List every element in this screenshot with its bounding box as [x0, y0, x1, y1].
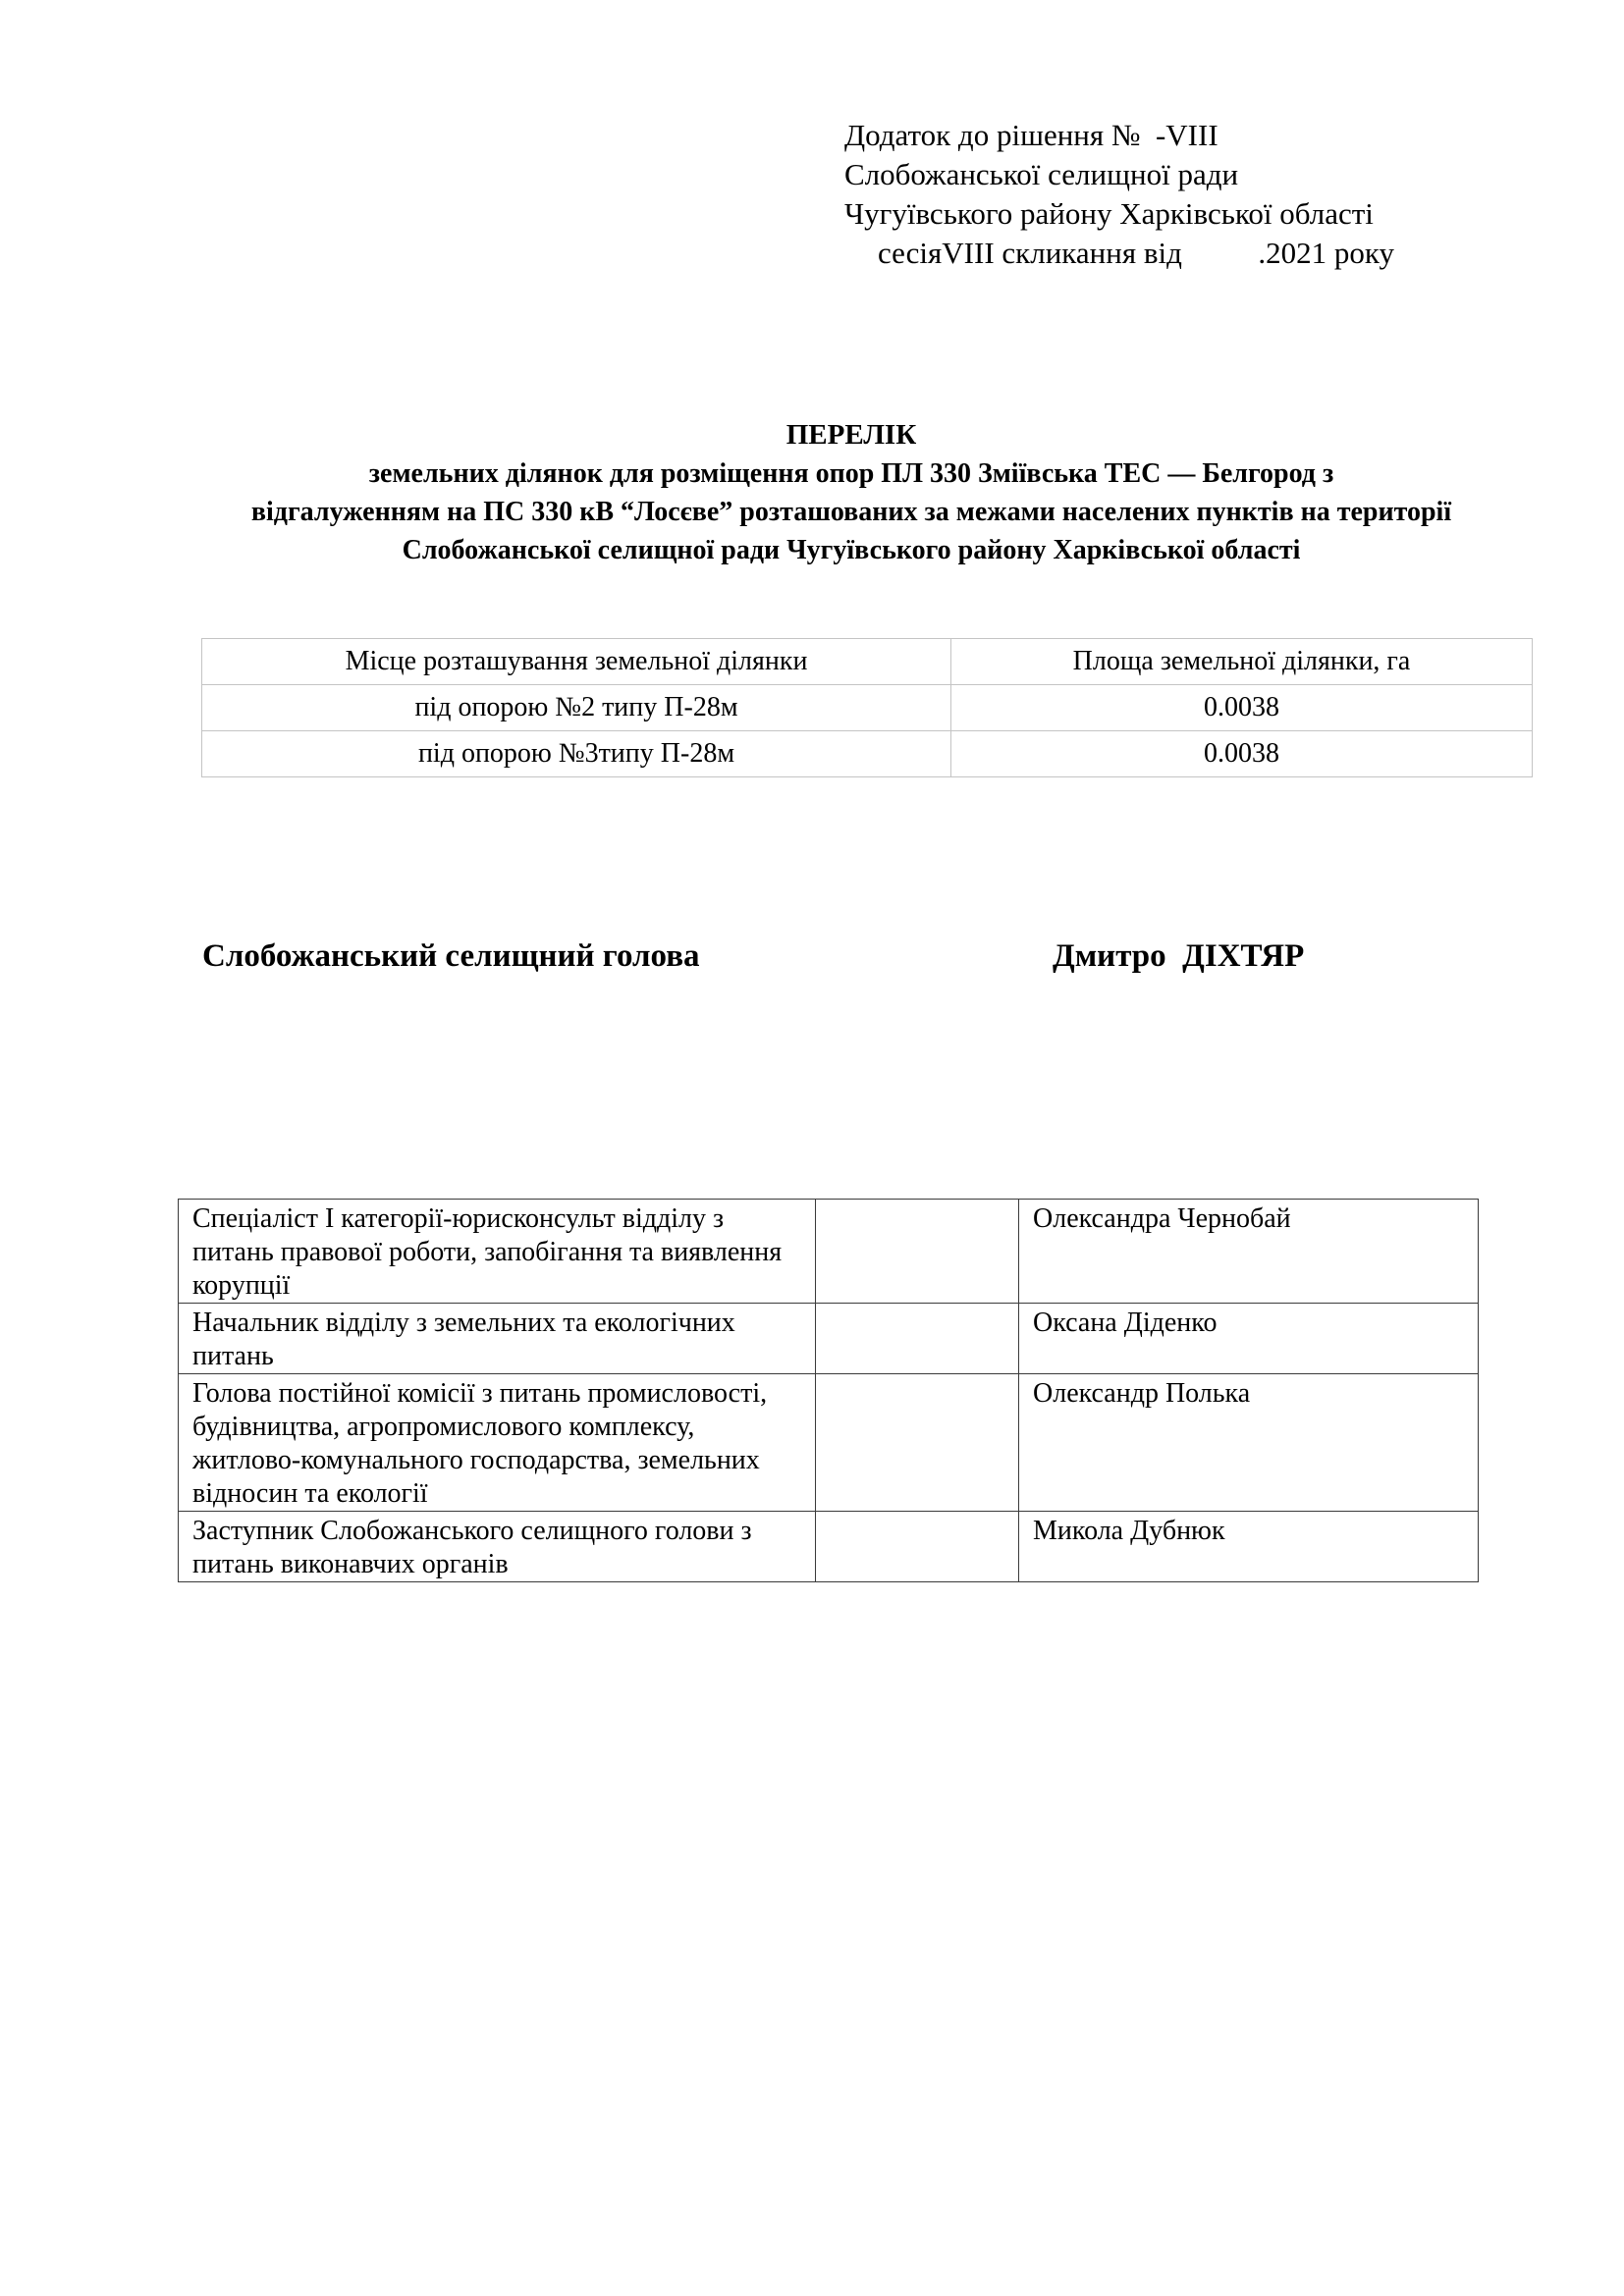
column-header-area: Площа земельної ділянки, га [951, 639, 1533, 685]
parcel-table-header-row [202, 639, 1533, 685]
parcel-location-cell: під опорою №3типу П-28м [202, 731, 951, 777]
header-line-decision: Додаток до рішення № -VIII [844, 118, 1218, 152]
title-line-2: відгалуженням на ПС 330 кВ “Лосєве” розташованих за межами населених пунктів на території [250, 497, 1452, 527]
approver-signature-cell [816, 1200, 1019, 1304]
signatory-name: Дмитро ДІХТЯР [1053, 938, 1305, 974]
header-line-session: сесіяVIII скликання від .2021 року [878, 236, 1394, 270]
approver-position: Начальник відділу з земельних та екологічних питань [179, 1304, 816, 1374]
signatory-role: Слобожанський селищний голова [202, 938, 700, 974]
table-row [179, 1304, 1479, 1374]
approver-name: Оксана Діденко [1019, 1304, 1479, 1374]
approver-position: Спеціаліст I категорії-юрисконсульт відділу з питань правової роботи, запобігання та виявлення корупції [179, 1200, 816, 1304]
approver-name: Олександра Чернобай [1019, 1200, 1479, 1304]
title-line-3: Слобожанської селищної ради Чугуївського району Харківської області [402, 535, 1301, 565]
table-row [179, 1374, 1479, 1512]
title-line-1: земельних ділянок для розміщення опор ПЛ 330 Зміївська ТЕС — Белгород з [368, 458, 1334, 489]
approver-position: Голова постійної комісії з питань промисловості, будівництва, агропромислового комплексу, житлово-комунального господарства, земельних відносин та екології [179, 1374, 816, 1512]
approval-table [178, 1199, 1479, 1582]
approver-position: Заступник Слобожанського селищного голови з питань виконавчих органів [179, 1512, 816, 1582]
table-row [179, 1200, 1479, 1304]
approver-name: Олександр Полька [1019, 1374, 1479, 1512]
parcel-location-cell: під опорою №2 типу П-28м [202, 685, 951, 731]
parcel-area-cell: 0.0038 [951, 731, 1533, 777]
approver-name: Микола Дубнюк [1019, 1512, 1479, 1582]
appendix-header [844, 116, 1532, 273]
header-line-council: Слобожанської селищної ради [844, 157, 1239, 191]
header-line-district: Чугуївського району Харківської області [844, 196, 1374, 231]
approver-signature-cell [816, 1374, 1019, 1512]
title-heading: ПЕРЕЛІК [785, 419, 917, 451]
approver-signature-cell [816, 1512, 1019, 1582]
table-row [202, 731, 1533, 777]
parcel-table [201, 638, 1533, 777]
parcel-area-cell: 0.0038 [951, 685, 1533, 731]
approver-signature-cell [816, 1304, 1019, 1374]
table-row [179, 1512, 1479, 1582]
column-header-location: Місце розташування земельної ділянки [202, 639, 951, 685]
document-title [147, 416, 1555, 569]
table-row [202, 685, 1533, 731]
